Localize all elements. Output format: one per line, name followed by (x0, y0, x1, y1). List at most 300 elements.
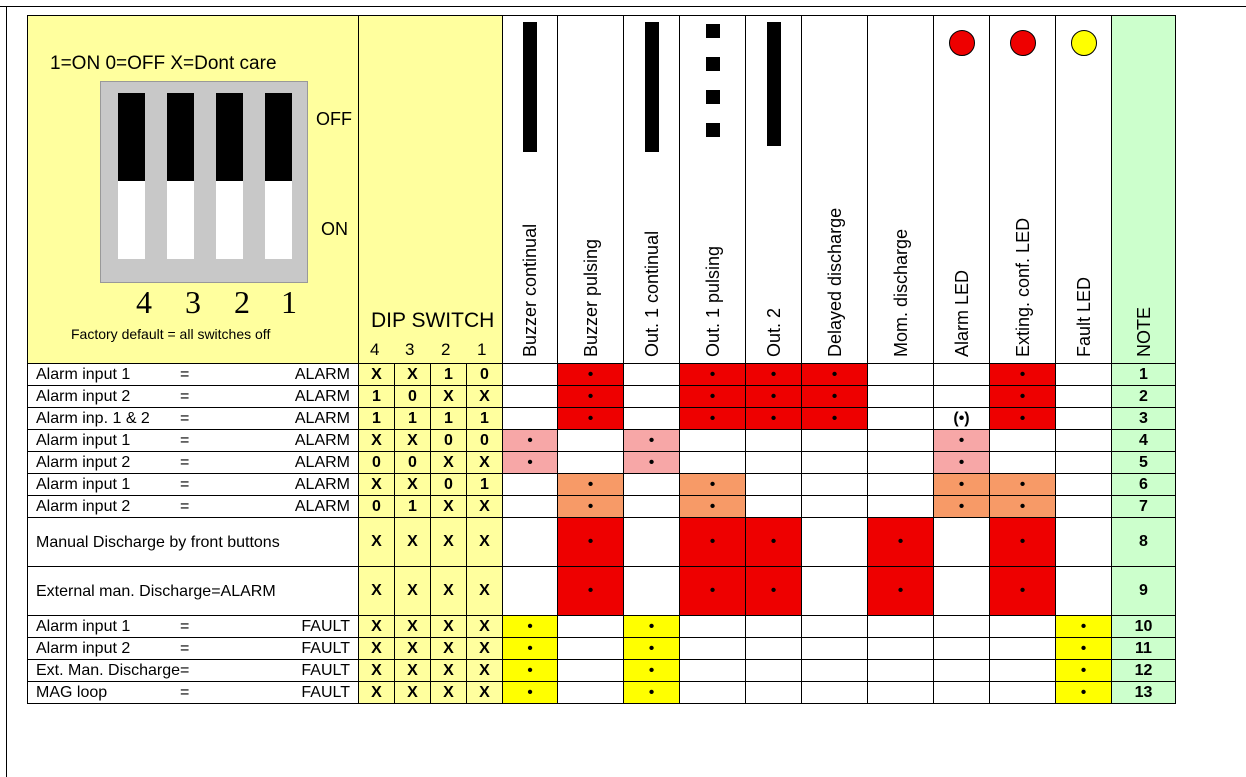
dip-switch-value: X (467, 682, 503, 704)
alarm-condition-state: FAULT (301, 617, 350, 635)
dip-switch-value: X (431, 496, 467, 518)
output-cell (934, 567, 990, 616)
output-cell (802, 616, 868, 638)
output-cell: • (990, 408, 1056, 430)
alarm-condition-name: Manual Discharge by front buttons (36, 533, 280, 551)
dip-switch-value: X (467, 638, 503, 660)
output-cell (868, 430, 934, 452)
switch-4-graphic (118, 93, 145, 259)
output-cell (558, 638, 624, 660)
output-cell (868, 496, 934, 518)
equals-sign: = (180, 431, 190, 449)
dip-switch-value: X (359, 364, 395, 386)
output-cell (624, 386, 680, 408)
output-cell (802, 567, 868, 616)
output-cell: • (990, 518, 1056, 567)
output-cell: • (868, 518, 934, 567)
dip-switch-value: X (467, 452, 503, 474)
dip-switch-value: 0 (431, 430, 467, 452)
output-cell (503, 518, 558, 567)
output-cell: • (680, 567, 746, 616)
col-label: Fault LED (1073, 276, 1094, 357)
output-cell (868, 452, 934, 474)
dip-switch-value: 1 (431, 408, 467, 430)
table-row (28, 616, 1176, 638)
output-cell (746, 474, 802, 496)
output-cell: • (503, 430, 558, 452)
equals-sign: = (180, 639, 190, 657)
dip-number: 4 (370, 340, 380, 359)
dip-switch-value: X (395, 682, 431, 704)
alarm-condition-name: Alarm input 2 (36, 497, 131, 515)
table-row (28, 408, 1176, 430)
dip-switch-value: X (467, 660, 503, 682)
output-cell (558, 452, 624, 474)
output-cell: • (680, 364, 746, 386)
dip-switch-value: 1 (467, 408, 503, 430)
output-cell (802, 518, 868, 567)
table-row (28, 638, 1176, 660)
output-cell (990, 616, 1056, 638)
dip-switch-value: 0 (395, 452, 431, 474)
table-row (28, 660, 1176, 682)
output-cell (990, 660, 1056, 682)
output-cell (990, 452, 1056, 474)
dip-switch-table (27, 15, 1176, 704)
dip-switch-value: 0 (395, 386, 431, 408)
col-header-out2 (746, 16, 802, 364)
alarm-condition-cell (28, 616, 359, 638)
alarm-condition-state: ALARM (294, 365, 350, 383)
alarm-condition-state: ALARM (294, 409, 350, 427)
continual-signal-icon (523, 22, 537, 152)
off-label: OFF (316, 109, 352, 129)
output-cell (1056, 386, 1112, 408)
output-cell (624, 364, 680, 386)
output-cell (746, 496, 802, 518)
dip-switch-value: X (395, 638, 431, 660)
output-cell (558, 430, 624, 452)
output-cell (680, 682, 746, 704)
output-cell (558, 660, 624, 682)
alarm-condition-name: Alarm input 2 (36, 453, 131, 471)
alarm-condition-state: ALARM (294, 497, 350, 515)
output-cell (934, 638, 990, 660)
output-cell: • (624, 452, 680, 474)
dip-switch-value: X (395, 474, 431, 496)
dip-switch-value: X (467, 518, 503, 567)
switch-3-graphic (167, 93, 194, 259)
col-header-out1-pulsing (680, 16, 746, 364)
switch-number: 4 (136, 284, 152, 320)
dip-switch-value: X (431, 682, 467, 704)
table-row (28, 682, 1176, 704)
output-cell: • (746, 518, 802, 567)
col-label: NOTE (1133, 306, 1154, 357)
output-cell (1056, 474, 1112, 496)
output-cell (624, 408, 680, 430)
output-cell: • (558, 496, 624, 518)
note-number: 3 (1112, 408, 1176, 430)
output-cell: • (558, 386, 624, 408)
dip-switch-value: X (359, 567, 395, 616)
dip-switch-value: X (431, 616, 467, 638)
alarm-condition-cell (28, 430, 359, 452)
dip-switch-header (359, 16, 503, 364)
output-cell: • (624, 616, 680, 638)
note-number: 9 (1112, 567, 1176, 616)
output-cell (802, 660, 868, 682)
output-cell (680, 452, 746, 474)
output-cell: • (558, 408, 624, 430)
page-border-top (0, 6, 1246, 7)
alarm-condition-cell (28, 386, 359, 408)
col-header-alarm-led (934, 16, 990, 364)
output-cell (1056, 408, 1112, 430)
col-label: Out. 2 (763, 307, 784, 357)
dip-switch-value: X (431, 452, 467, 474)
output-cell (990, 430, 1056, 452)
dip-switch-value: X (431, 567, 467, 616)
output-cell (624, 474, 680, 496)
output-cell: • (990, 474, 1056, 496)
output-cell: • (558, 364, 624, 386)
col-header-buzzer-continual (503, 16, 558, 364)
output-cell (624, 518, 680, 567)
switch-number: 3 (185, 284, 201, 320)
note-number: 11 (1112, 638, 1176, 660)
note-number: 5 (1112, 452, 1176, 474)
alarm-condition-name: External man. Discharge=ALARM (36, 582, 276, 600)
output-cell: • (802, 386, 868, 408)
output-cell: • (558, 567, 624, 616)
alarm-condition-state: FAULT (301, 683, 350, 701)
alarm-condition-state: ALARM (294, 387, 350, 405)
output-cell (680, 616, 746, 638)
output-cell (868, 364, 934, 386)
output-cell (802, 452, 868, 474)
alarm-condition-cell (28, 682, 359, 704)
output-cell (1056, 518, 1112, 567)
equals-sign: = (180, 497, 190, 515)
output-cell (503, 386, 558, 408)
dip-switch-value: 1 (359, 408, 395, 430)
output-cell: • (1056, 616, 1112, 638)
dip-switch-value: X (359, 430, 395, 452)
switch-2-graphic (216, 93, 243, 259)
output-cell (934, 682, 990, 704)
dip-switch-value: X (395, 567, 431, 616)
alarm-condition-name: MAG loop (36, 683, 108, 701)
output-cell: • (746, 364, 802, 386)
output-cell (1056, 452, 1112, 474)
equals-sign: = (180, 453, 190, 471)
equals-sign: = (180, 387, 190, 405)
dip-switch-value: X (467, 616, 503, 638)
alarm-condition-name: Alarm input 1 (36, 617, 131, 635)
col-header-fault-led (1056, 16, 1112, 364)
output-cell (1056, 364, 1112, 386)
output-cell (868, 474, 934, 496)
output-cell: • (503, 682, 558, 704)
col-label: Delayed discharge (824, 207, 845, 357)
output-cell (680, 638, 746, 660)
equals-sign: = (180, 365, 190, 383)
dip-switch-value: X (359, 474, 395, 496)
dip-switch-value: X (359, 682, 395, 704)
note-number: 12 (1112, 660, 1176, 682)
alarm-condition-cell (28, 474, 359, 496)
output-cell (558, 616, 624, 638)
col-label: Out. 1 continual (641, 230, 662, 357)
table-row (28, 474, 1176, 496)
dip-switch-value: X (395, 364, 431, 386)
output-cell (680, 430, 746, 452)
alarm-condition-name: Ext. Man. Discharge (36, 661, 181, 679)
output-cell (746, 430, 802, 452)
dip-switch-value: X (431, 518, 467, 567)
dip-switch-value: X (359, 660, 395, 682)
alarm-condition-cell (28, 364, 359, 386)
dip-number: 1 (477, 340, 487, 359)
output-cell: • (624, 660, 680, 682)
output-cell (503, 496, 558, 518)
red-led-icon (949, 30, 975, 56)
alarm-condition-state: ALARM (294, 453, 350, 471)
note-number: 8 (1112, 518, 1176, 567)
note-number: 6 (1112, 474, 1176, 496)
output-cell: • (1056, 682, 1112, 704)
equals-sign: = (180, 475, 190, 493)
dip-switch-value: 1 (395, 408, 431, 430)
output-cell: • (990, 386, 1056, 408)
output-cell: • (868, 567, 934, 616)
output-cell (868, 408, 934, 430)
output-cell (802, 496, 868, 518)
output-cell (934, 616, 990, 638)
output-cell: • (990, 567, 1056, 616)
output-cell: • (503, 660, 558, 682)
alarm-condition-name: Alarm inp. 1 & 2 (36, 409, 150, 427)
dip-switch-title: DIP SWITCH (371, 309, 495, 332)
col-header-exting-conf-led (990, 16, 1056, 364)
equals-sign: = (180, 683, 190, 701)
dip-switch-value: 1 (395, 496, 431, 518)
output-cell: • (680, 496, 746, 518)
alarm-condition-cell (28, 638, 359, 660)
table-row (28, 567, 1176, 616)
dip-switch-value: X (359, 616, 395, 638)
output-cell: • (990, 364, 1056, 386)
equals-sign: = (180, 661, 190, 679)
output-cell (503, 408, 558, 430)
dip-switch-value: X (431, 660, 467, 682)
output-cell: • (680, 518, 746, 567)
dip-switch-value: X (395, 518, 431, 567)
dip-switch-value: 0 (359, 452, 395, 474)
dip-switch-value: X (467, 496, 503, 518)
output-cell (503, 474, 558, 496)
alarm-condition-state: FAULT (301, 639, 350, 657)
equals-sign: = (180, 617, 190, 635)
output-cell (868, 616, 934, 638)
dip-number: 3 (405, 340, 415, 359)
col-header-buzzer-pulsing (558, 16, 624, 364)
dip-switch-value: X (431, 638, 467, 660)
output-cell (746, 452, 802, 474)
table-row (28, 518, 1176, 567)
alarm-condition-name: Alarm input 1 (36, 475, 131, 493)
col-label: Buzzer pulsing (580, 238, 601, 357)
alarm-condition-name: Alarm input 2 (36, 387, 131, 405)
output-cell: • (746, 567, 802, 616)
table-row (28, 496, 1176, 518)
dip-number: 2 (441, 340, 451, 359)
continual-signal-icon (645, 22, 659, 152)
alarm-condition-cell (28, 452, 359, 474)
output-cell (680, 660, 746, 682)
page-border-left (6, 6, 7, 777)
dip-switch-value: X (395, 616, 431, 638)
alarm-condition-cell (28, 518, 359, 567)
dip-switch-value: X (467, 567, 503, 616)
table-row (28, 386, 1176, 408)
table-row (28, 430, 1176, 452)
output-cell: • (934, 452, 990, 474)
output-cell (934, 660, 990, 682)
alarm-condition-state: ALARM (294, 431, 350, 449)
table-row (28, 364, 1176, 386)
output-cell (934, 386, 990, 408)
output-cell (868, 638, 934, 660)
alarm-condition-cell (28, 660, 359, 682)
table-row (28, 452, 1176, 474)
output-cell: • (503, 452, 558, 474)
output-cell: • (624, 430, 680, 452)
col-header-out1-continual (624, 16, 680, 364)
output-cell (990, 682, 1056, 704)
col-label: Out. 1 pulsing (702, 245, 723, 357)
output-cell (1056, 430, 1112, 452)
output-cell: • (624, 638, 680, 660)
dip-switch-value: 1 (431, 364, 467, 386)
output-cell (746, 638, 802, 660)
note-number: 10 (1112, 616, 1176, 638)
alarm-condition-name: Alarm input 1 (36, 365, 131, 383)
output-cell (1056, 567, 1112, 616)
output-cell (503, 567, 558, 616)
output-cell (868, 660, 934, 682)
equals-sign: = (180, 409, 190, 427)
switch-legend-text: 1=ON 0=OFF X=Dont care (50, 53, 277, 74)
col-header-mom-discharge (868, 16, 934, 364)
output-cell (802, 682, 868, 704)
red-led-icon (1010, 30, 1036, 56)
dip-switch-value: X (359, 518, 395, 567)
switch-number: 2 (234, 284, 250, 320)
output-cell (934, 364, 990, 386)
alarm-condition-cell (28, 567, 359, 616)
output-cell: • (680, 408, 746, 430)
dip-switch-value: X (467, 386, 503, 408)
note-number: 7 (1112, 496, 1176, 518)
on-label: ON (321, 219, 348, 239)
dip-switch-value: X (395, 430, 431, 452)
col-header-note (1112, 16, 1176, 364)
output-cell (802, 430, 868, 452)
output-cell: (•) (934, 408, 990, 430)
output-cell (1056, 496, 1112, 518)
col-label: Mom. discharge (890, 228, 911, 357)
alarm-condition-cell (28, 408, 359, 430)
output-cell: • (503, 616, 558, 638)
output-cell: • (558, 474, 624, 496)
alarm-condition-state: FAULT (301, 661, 350, 679)
output-cell: • (680, 474, 746, 496)
output-cell (868, 386, 934, 408)
factory-default-note: Factory default = all switches off (71, 326, 271, 342)
alarm-condition-state: ALARM (294, 475, 350, 493)
pulsing-signal-icon (706, 24, 720, 139)
output-cell: • (746, 408, 802, 430)
output-cell: • (1056, 638, 1112, 660)
dip-switch-illustration (100, 81, 308, 283)
output-cell: • (802, 364, 868, 386)
output-cell: • (624, 682, 680, 704)
output-cell: • (934, 496, 990, 518)
dip-switch-value: X (431, 386, 467, 408)
alarm-condition-cell (28, 496, 359, 518)
note-number: 4 (1112, 430, 1176, 452)
col-header-delayed-discharge (802, 16, 868, 364)
switch-legend-panel (28, 16, 359, 364)
output-cell: • (934, 430, 990, 452)
dip-switch-value: X (395, 660, 431, 682)
output-cell (503, 364, 558, 386)
alarm-condition-name: Alarm input 2 (36, 639, 131, 657)
header-row (28, 16, 1176, 364)
dip-switch-value: 1 (359, 386, 395, 408)
output-cell: • (746, 386, 802, 408)
dip-switch-value: 1 (467, 474, 503, 496)
continual-signal-icon (767, 22, 781, 146)
col-label: Buzzer continual (520, 223, 540, 357)
dip-switch-value: 0 (467, 430, 503, 452)
col-label: Alarm LED (951, 269, 972, 357)
output-cell (802, 474, 868, 496)
output-cell (868, 682, 934, 704)
output-cell: • (990, 496, 1056, 518)
output-cell (558, 682, 624, 704)
col-label: Exting. conf. LED (1012, 217, 1033, 357)
note-number: 1 (1112, 364, 1176, 386)
output-cell: • (1056, 660, 1112, 682)
output-cell: • (558, 518, 624, 567)
output-cell (746, 682, 802, 704)
note-number: 13 (1112, 682, 1176, 704)
output-cell (746, 660, 802, 682)
output-cell (624, 567, 680, 616)
output-cell (990, 638, 1056, 660)
output-cell (624, 496, 680, 518)
switch-number: 1 (281, 284, 297, 320)
dip-switch-value: 0 (467, 364, 503, 386)
output-cell (802, 638, 868, 660)
dip-switch-value: 0 (359, 496, 395, 518)
output-cell (746, 616, 802, 638)
yellow-led-icon (1071, 30, 1097, 56)
note-number: 2 (1112, 386, 1176, 408)
